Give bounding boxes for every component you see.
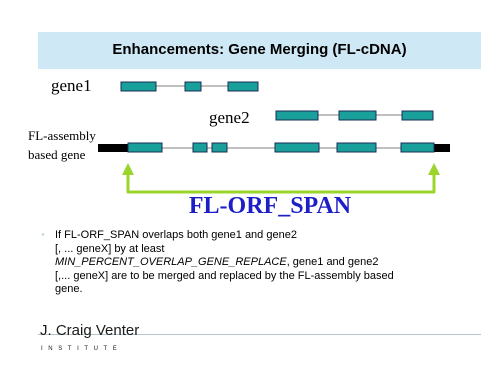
fl-assembly-label-line2: based gene bbox=[28, 147, 86, 162]
bullet-dot-icon: • bbox=[41, 229, 45, 241]
jcvi-logo-name: J. Craig Venter bbox=[40, 322, 140, 339]
gene1-exon bbox=[185, 82, 201, 91]
fl-gene-exon bbox=[337, 143, 376, 152]
bullet-line: If FL-ORF_SPAN overlaps both gene1 and gene2 bbox=[55, 229, 297, 241]
bullet-line: [,... geneX] are to be merged and replaced by the FL-assembly based bbox=[55, 269, 394, 282]
fl-gene-exon bbox=[128, 143, 162, 152]
parameter-name: MIN_PERCENT_OVERLAP_GENE_REPLACE bbox=[55, 256, 287, 268]
fl-gene-exon bbox=[275, 143, 319, 152]
fl-assembly-label-line1: FL-assembly bbox=[28, 128, 96, 143]
gene1-label: gene1 bbox=[51, 76, 92, 95]
bullet-line: gene. bbox=[55, 283, 83, 295]
bullet-text bbox=[41, 229, 475, 297]
slide-title: Enhancements: Gene Merging (FL-cDNA) bbox=[112, 41, 407, 58]
fl-gene-exon bbox=[212, 143, 227, 152]
fl-gene-exon bbox=[401, 143, 434, 152]
span-bracket bbox=[128, 172, 434, 192]
bullet-line-rest: , gene1 and gene2 bbox=[286, 256, 379, 268]
gene2-label: gene2 bbox=[209, 108, 250, 127]
gene1-exon bbox=[121, 82, 156, 91]
gene2-exon bbox=[339, 111, 376, 120]
fl-gene-utr-right bbox=[434, 144, 450, 152]
span-arrow-right-icon bbox=[428, 163, 440, 175]
gene2-exon bbox=[276, 111, 318, 120]
fl-gene-utr-left bbox=[98, 144, 128, 152]
span-arrow-left-icon bbox=[122, 163, 134, 175]
gene2-exon bbox=[402, 111, 433, 120]
bullet-line bbox=[55, 256, 475, 270]
fl-orf-span-label: FL-ORF_SPAN bbox=[188, 193, 352, 219]
bullet-line: [, ... geneX] by at least bbox=[55, 242, 165, 255]
jcvi-logo-subtitle: INSTITUTE bbox=[41, 346, 123, 352]
gene1-exon bbox=[228, 82, 258, 91]
fl-gene-exon bbox=[193, 143, 207, 152]
